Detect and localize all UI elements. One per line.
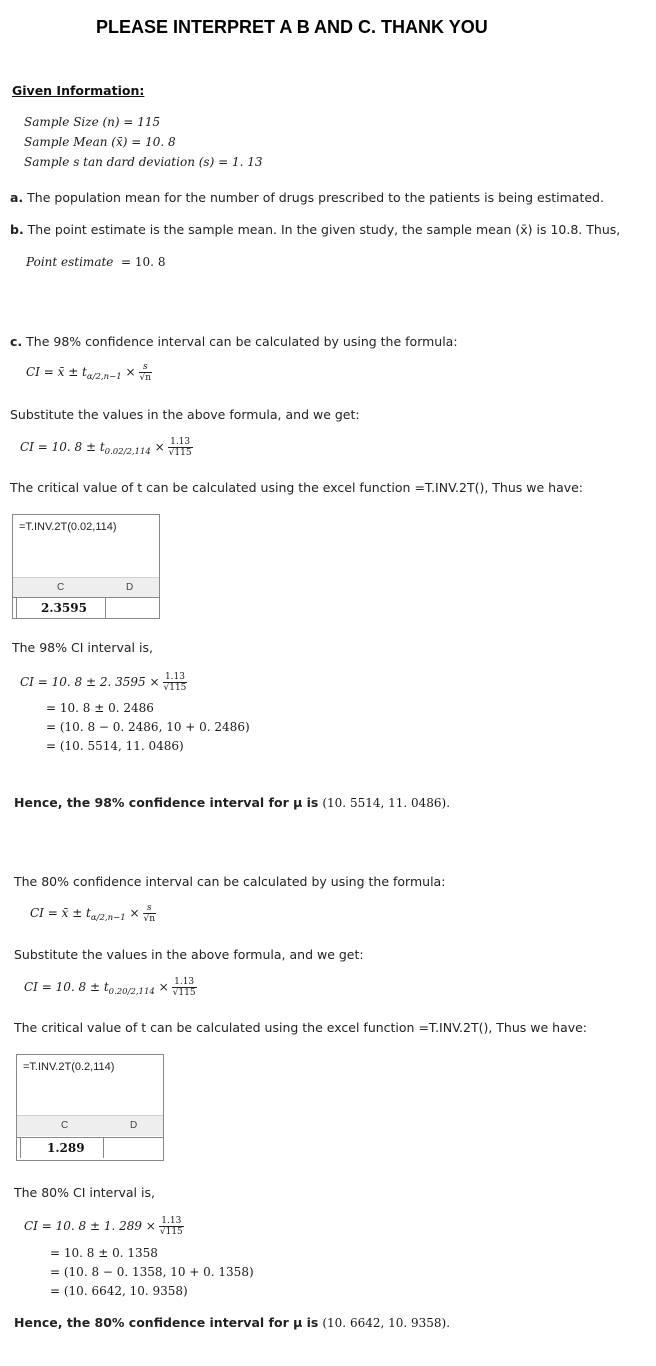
part-a: a. The population mean for the number of drugs prescribed to the patients is being estimated. — [10, 190, 604, 205]
ci98-line4: = (10. 5514, 11. 0486) — [46, 739, 184, 753]
intro-80: The 80% confidence interval can be calculated by using the formula: — [14, 874, 446, 889]
sample-size: Sample Size (n) = 115 — [24, 115, 161, 129]
ci-substituted-80: CI = 10. $8 \pm t_{0.20/2,114}$ × $\frac{1.13}{√115}$ — [24, 977, 196, 998]
excel-value: 1.289 — [47, 1141, 85, 1155]
substitute-text-80: Substitute the values in the above formula, and we get: — [14, 947, 364, 962]
ci-general-formula-98: CI = x̄ ± $t_{\alpha/2,n-1}$ × $\frac{s}{√n}$ — [26, 362, 152, 383]
excel-snippet-98 — [12, 514, 160, 619]
point-estimate: Point estimate = 10. 8 — [26, 255, 166, 269]
ci-general-formula-80: CI = x̄ ± $t_{\alpha/2,n-1}$ × $\frac{s}{√n}$ — [30, 903, 156, 924]
ci-label-98: The 98% CI interval is, — [12, 640, 153, 655]
hence-98: Hence, the 98% confidence interval for μ is (10. 5514, 11. 0486). — [14, 795, 451, 810]
excel-snippet-80 — [16, 1054, 164, 1161]
hence-80: Hence, the 80% confidence interval for μ is (10. 6642, 10. 9358). — [14, 1315, 451, 1330]
ci80-line4: = (10. 6642, 10. 9358) — [50, 1284, 188, 1298]
critical-text-80: The critical value of t can be calculated using the excel function =T.INV.2T(), Thus we have: — [14, 1020, 588, 1035]
excel-column-header — [13, 577, 159, 598]
column-c-label: C — [57, 582, 65, 593]
column-d-label: D — [130, 1120, 138, 1131]
excel-value-row — [17, 1137, 163, 1158]
excel-column-header — [17, 1115, 163, 1136]
given-heading: Given Information: — [12, 83, 145, 98]
sample-sd: Sample s tan dard deviation (s) = 1. 13 — [24, 155, 263, 169]
column-d-label: D — [126, 582, 134, 593]
ci98-line3: = (10. 8 − 0. 2486, 10 + 0. 2486) — [46, 720, 250, 734]
part-b: b. The point estimate is the sample mean. In the given study, the sample mean (x̄) is 10.8. Thus, — [10, 222, 621, 237]
column-c-label: C — [61, 1120, 69, 1131]
sample-mean: Sample Mean (x̄) = 10. 8 — [24, 135, 176, 149]
ci-substituted-98: CI = 10. $8 \pm t_{0.02/2,114}$ × $\frac{1.13}{√115}$ — [20, 437, 192, 458]
excel-value-row — [13, 597, 159, 618]
ci98-line2: = 10. 8 ± 0. 2486 — [46, 701, 154, 715]
ci-label-80: The 80% CI interval is, — [14, 1185, 155, 1200]
part-c-intro: c. The 98% confidence interval can be calculated by using the formula: — [10, 334, 458, 349]
substitute-text-98: Substitute the values in the above formula, and we get: — [10, 407, 360, 422]
excel-formula: =T.INV.2T(0.2,114) — [23, 1061, 115, 1073]
excel-formula: =T.INV.2T(0.02,114) — [19, 521, 117, 533]
ci98-line1: CI = 10. 8 ± 2. 3595 × $\frac{1.13}{√115}$ — [20, 672, 187, 693]
ci80-line2: = 10. 8 ± 0. 1358 — [50, 1246, 158, 1260]
ci80-line1: CI = 10. 8 ± 1. 289 × $\frac{1.13}{√115}$ — [24, 1216, 183, 1237]
critical-text-98: The critical value of t can be calculated using the excel function =T.INV.2T(), Thus we have: — [10, 480, 584, 495]
page-title: PLEASE INTERPRET A B AND C. THANK YOU — [96, 17, 488, 37]
excel-value: 2.3595 — [41, 601, 87, 615]
ci80-line3: = (10. 8 − 0. 1358, 10 + 0. 1358) — [50, 1265, 254, 1279]
